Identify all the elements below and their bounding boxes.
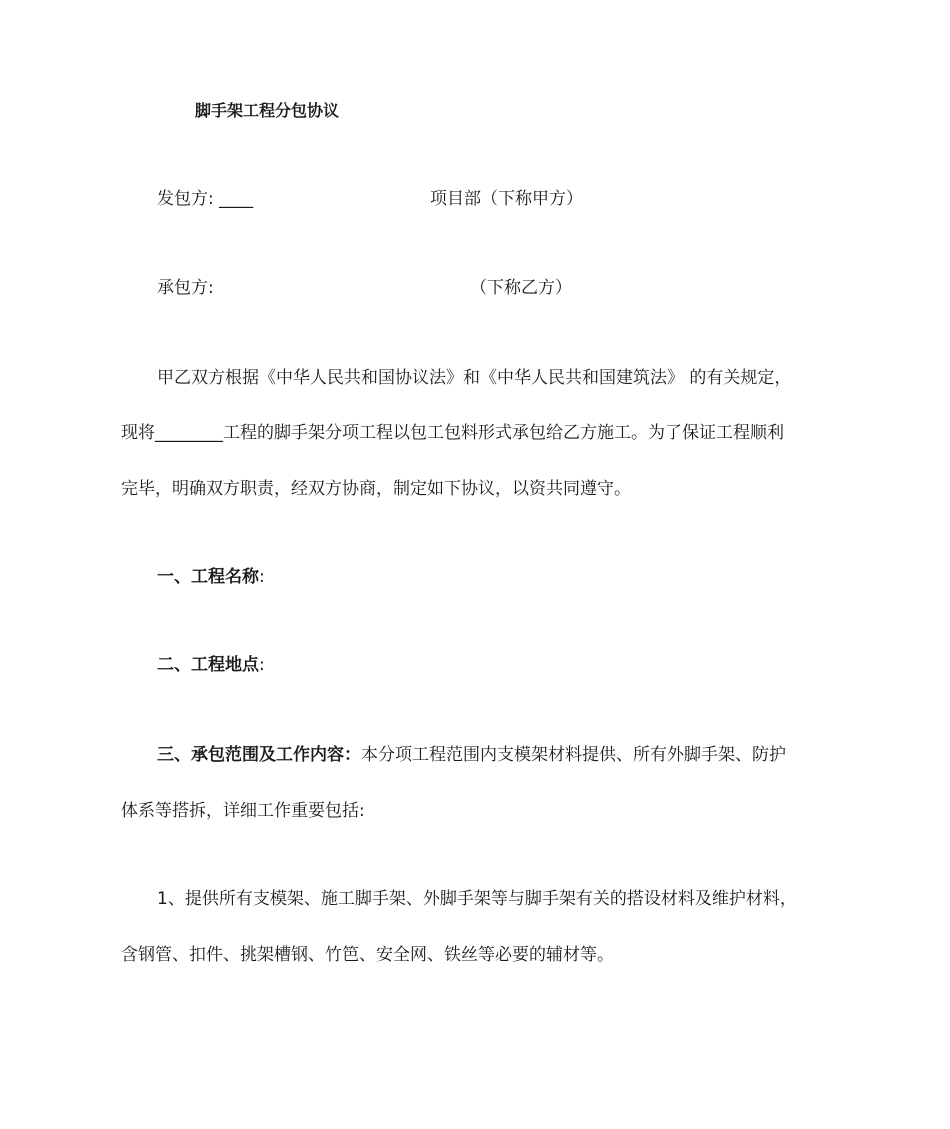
intro-line-2: 现将________工程的脚手架分项工程以包工包料形式承包给乙方施工。为了保证工程顺利	[121, 423, 784, 443]
section-3-text: 本分项工程范围内支模架材料提供、所有外脚手架、防护	[361, 745, 786, 765]
section-3	[157, 743, 786, 767]
section-2-colon: :	[259, 655, 265, 675]
section-1	[157, 565, 265, 589]
section-2-heading: 二、工程地点	[157, 655, 259, 675]
document-title: 脚手架工程分包协议	[195, 101, 340, 120]
party-a-label: 发包方: ____	[157, 189, 254, 209]
item-1-line-1: 1、提供所有支模架、施工脚手架、外脚手架等与脚手架有关的搭设材料及维护材料，	[157, 889, 797, 909]
party-a-line	[157, 187, 757, 211]
section-1-colon: :	[259, 567, 265, 587]
section-3-heading: 三、承包范围及工作内容：	[157, 745, 361, 765]
section-3-text-line-2: 体系等搭拆，详细工作重要包括:	[121, 801, 365, 821]
party-b-line	[157, 276, 757, 300]
party-a-suffix: 项目部（下称甲方）	[430, 189, 583, 209]
section-2	[157, 653, 265, 677]
intro-line-1: 甲乙双方根据《中华人民共和国协议法》和《中华人民共和国建筑法》 的有关规定，	[157, 368, 792, 388]
section-1-heading: 一、工程名称	[157, 567, 259, 587]
intro-line-3: 完毕，明确双方职责，经双方协商，制定如下协议，以资共同遵守。	[121, 479, 631, 499]
party-b-label: 承包方:	[157, 278, 214, 298]
party-b-suffix: （下称乙方）	[470, 278, 572, 298]
item-1-line-2: 含钢管、扣件、挑架槽钢、竹笆、安全网、铁丝等必要的辅材等。	[121, 945, 614, 965]
